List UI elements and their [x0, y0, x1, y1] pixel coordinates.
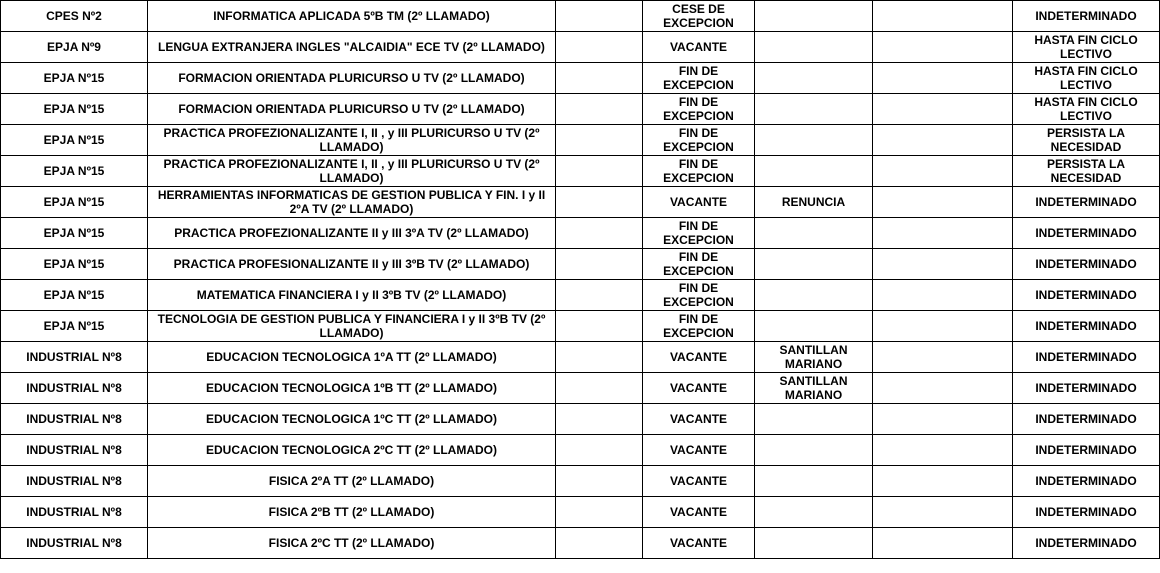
- subject-cell: FISICA 2ºC TT (2º LLAMADO): [148, 528, 556, 559]
- empty-cell: [873, 63, 1013, 94]
- status-cell: FIN DE EXCEPCION: [643, 94, 755, 125]
- table-row: [1, 466, 1160, 497]
- school-cell: EPJA Nº15: [1, 63, 148, 94]
- duration-cell: INDETERMINADO: [1013, 311, 1160, 342]
- subject-cell: PRACTICA PROFEZIONALIZANTE II y III 3ºA TV (2º LLAMADO): [148, 218, 556, 249]
- empty-cell: [556, 404, 643, 435]
- table-row: [1, 311, 1160, 342]
- school-cell: EPJA Nº15: [1, 280, 148, 311]
- reason-cell: [755, 404, 873, 435]
- table-body: [1, 1, 1160, 559]
- status-cell: FIN DE EXCEPCION: [643, 63, 755, 94]
- status-cell: VACANTE: [643, 187, 755, 218]
- status-cell: VACANTE: [643, 497, 755, 528]
- reason-cell: [755, 218, 873, 249]
- table-row: [1, 497, 1160, 528]
- reason-cell: SANTILLAN MARIANO: [755, 342, 873, 373]
- status-cell: VACANTE: [643, 342, 755, 373]
- subject-cell: PRACTICA PROFEZIONALIZANTE I, II , y III PLURICURSO U TV (2º LLAMADO): [148, 156, 556, 187]
- table-row: [1, 435, 1160, 466]
- table-row: [1, 63, 1160, 94]
- reason-cell: [755, 94, 873, 125]
- empty-cell: [556, 466, 643, 497]
- empty-cell: [556, 156, 643, 187]
- status-cell: VACANTE: [643, 373, 755, 404]
- reason-cell: [755, 311, 873, 342]
- subject-cell: INFORMATICA APLICADA 5ºB TM (2º LLAMADO): [148, 1, 556, 32]
- duration-cell: INDETERMINADO: [1013, 373, 1160, 404]
- duration-cell: INDETERMINADO: [1013, 435, 1160, 466]
- empty-cell: [556, 218, 643, 249]
- reason-cell: [755, 63, 873, 94]
- empty-cell: [873, 1, 1013, 32]
- empty-cell: [873, 280, 1013, 311]
- reason-cell: [755, 125, 873, 156]
- school-cell: EPJA Nº15: [1, 94, 148, 125]
- empty-cell: [556, 125, 643, 156]
- duration-cell: INDETERMINADO: [1013, 342, 1160, 373]
- school-cell: EPJA Nº15: [1, 187, 148, 218]
- empty-cell: [556, 311, 643, 342]
- duration-cell: INDETERMINADO: [1013, 249, 1160, 280]
- table-row: [1, 125, 1160, 156]
- reason-cell: RENUNCIA: [755, 187, 873, 218]
- table-row: [1, 249, 1160, 280]
- reason-cell: [755, 156, 873, 187]
- empty-cell: [873, 187, 1013, 218]
- school-cell: EPJA Nº15: [1, 311, 148, 342]
- status-cell: VACANTE: [643, 528, 755, 559]
- empty-cell: [873, 32, 1013, 63]
- reason-cell: [755, 528, 873, 559]
- duration-cell: INDETERMINADO: [1013, 528, 1160, 559]
- subject-cell: HERRAMIENTAS INFORMATICAS DE GESTION PUBLICA Y FIN. I y II 2ºA TV (2º LLAMADO): [148, 187, 556, 218]
- school-cell: INDUSTRIAL Nº8: [1, 466, 148, 497]
- subject-cell: EDUCACION TECNOLOGICA 2ºC TT (2º LLAMADO): [148, 435, 556, 466]
- empty-cell: [873, 342, 1013, 373]
- subject-cell: EDUCACION TECNOLOGICA 1ºC TT (2º LLAMADO): [148, 404, 556, 435]
- empty-cell: [873, 497, 1013, 528]
- empty-cell: [873, 311, 1013, 342]
- empty-cell: [556, 187, 643, 218]
- empty-cell: [556, 1, 643, 32]
- table-row: [1, 32, 1160, 63]
- subject-cell: PRACTICA PROFEZIONALIZANTE I, II , y III PLURICURSO U TV (2º LLAMADO): [148, 125, 556, 156]
- duration-cell: INDETERMINADO: [1013, 497, 1160, 528]
- empty-cell: [873, 125, 1013, 156]
- empty-cell: [556, 32, 643, 63]
- subject-cell: FISICA 2ºA TT (2º LLAMADO): [148, 466, 556, 497]
- subject-cell: TECNOLOGIA DE GESTION PUBLICA Y FINANCIERA I y II 3ºB TV (2º LLAMADO): [148, 311, 556, 342]
- subject-cell: MATEMATICA FINANCIERA I y II 3ºB TV (2º LLAMADO): [148, 280, 556, 311]
- empty-cell: [873, 373, 1013, 404]
- table-row: [1, 373, 1160, 404]
- empty-cell: [873, 218, 1013, 249]
- duration-cell: HASTA FIN CICLO LECTIVO: [1013, 94, 1160, 125]
- table-row: [1, 404, 1160, 435]
- subject-cell: LENGUA EXTRANJERA INGLES "ALCAIDIA" ECE TV (2º LLAMADO): [148, 32, 556, 63]
- school-cell: CPES Nº2: [1, 1, 148, 32]
- school-cell: INDUSTRIAL Nº8: [1, 497, 148, 528]
- table-row: [1, 218, 1160, 249]
- subject-cell: FISICA 2ºB TT (2º LLAMADO): [148, 497, 556, 528]
- school-cell: INDUSTRIAL Nº8: [1, 342, 148, 373]
- subject-cell: FORMACION ORIENTADA PLURICURSO U TV (2º LLAMADO): [148, 63, 556, 94]
- table-row: [1, 342, 1160, 373]
- status-cell: FIN DE EXCEPCION: [643, 249, 755, 280]
- table-row: [1, 94, 1160, 125]
- duration-cell: INDETERMINADO: [1013, 280, 1160, 311]
- empty-cell: [556, 249, 643, 280]
- reason-cell: [755, 466, 873, 497]
- empty-cell: [873, 249, 1013, 280]
- empty-cell: [873, 156, 1013, 187]
- status-cell: VACANTE: [643, 32, 755, 63]
- school-cell: INDUSTRIAL Nº8: [1, 404, 148, 435]
- school-cell: EPJA Nº15: [1, 156, 148, 187]
- duration-cell: INDETERMINADO: [1013, 1, 1160, 32]
- reason-cell: [755, 1, 873, 32]
- status-cell: FIN DE EXCEPCION: [643, 218, 755, 249]
- empty-cell: [556, 373, 643, 404]
- status-cell: FIN DE EXCEPCION: [643, 125, 755, 156]
- empty-cell: [556, 528, 643, 559]
- status-cell: VACANTE: [643, 404, 755, 435]
- school-cell: EPJA Nº15: [1, 125, 148, 156]
- table-row: [1, 156, 1160, 187]
- duration-cell: INDETERMINADO: [1013, 187, 1160, 218]
- duration-cell: INDETERMINADO: [1013, 404, 1160, 435]
- reason-cell: [755, 497, 873, 528]
- status-cell: VACANTE: [643, 435, 755, 466]
- subject-cell: EDUCACION TECNOLOGICA 1ºB TT (2º LLAMADO): [148, 373, 556, 404]
- school-cell: INDUSTRIAL Nº8: [1, 528, 148, 559]
- status-cell: FIN DE EXCEPCION: [643, 280, 755, 311]
- empty-cell: [873, 528, 1013, 559]
- status-cell: VACANTE: [643, 466, 755, 497]
- reason-cell: [755, 280, 873, 311]
- empty-cell: [556, 497, 643, 528]
- duration-cell: INDETERMINADO: [1013, 466, 1160, 497]
- status-cell: CESE DE EXCEPCION: [643, 1, 755, 32]
- empty-cell: [556, 63, 643, 94]
- reason-cell: [755, 435, 873, 466]
- empty-cell: [873, 94, 1013, 125]
- duration-cell: PERSISTA LA NECESIDAD: [1013, 156, 1160, 187]
- school-cell: EPJA Nº15: [1, 218, 148, 249]
- table-row: [1, 280, 1160, 311]
- empty-cell: [556, 435, 643, 466]
- school-cell: EPJA Nº9: [1, 32, 148, 63]
- empty-cell: [556, 342, 643, 373]
- table-row: [1, 528, 1160, 559]
- subject-cell: FORMACION ORIENTADA PLURICURSO U TV (2º LLAMADO): [148, 94, 556, 125]
- empty-cell: [556, 280, 643, 311]
- empty-cell: [873, 466, 1013, 497]
- subject-cell: PRACTICA PROFESIONALIZANTE II y III 3ºB TV (2º LLAMADO): [148, 249, 556, 280]
- duration-cell: HASTA FIN CICLO LECTIVO: [1013, 32, 1160, 63]
- reason-cell: SANTILLAN MARIANO: [755, 373, 873, 404]
- empty-cell: [873, 435, 1013, 466]
- empty-cell: [873, 404, 1013, 435]
- duration-cell: INDETERMINADO: [1013, 218, 1160, 249]
- table-row: [1, 1, 1160, 32]
- reason-cell: [755, 249, 873, 280]
- duration-cell: HASTA FIN CICLO LECTIVO: [1013, 63, 1160, 94]
- reason-cell: [755, 32, 873, 63]
- empty-cell: [556, 94, 643, 125]
- school-cell: EPJA Nº15: [1, 249, 148, 280]
- school-cell: INDUSTRIAL Nº8: [1, 435, 148, 466]
- school-cell: INDUSTRIAL Nº8: [1, 373, 148, 404]
- status-cell: FIN DE EXCEPCION: [643, 156, 755, 187]
- subject-cell: EDUCACION TECNOLOGICA 1ºA TT (2º LLAMADO): [148, 342, 556, 373]
- table-row: [1, 187, 1160, 218]
- status-cell: FIN DE EXCEPCION: [643, 311, 755, 342]
- duration-cell: PERSISTA LA NECESIDAD: [1013, 125, 1160, 156]
